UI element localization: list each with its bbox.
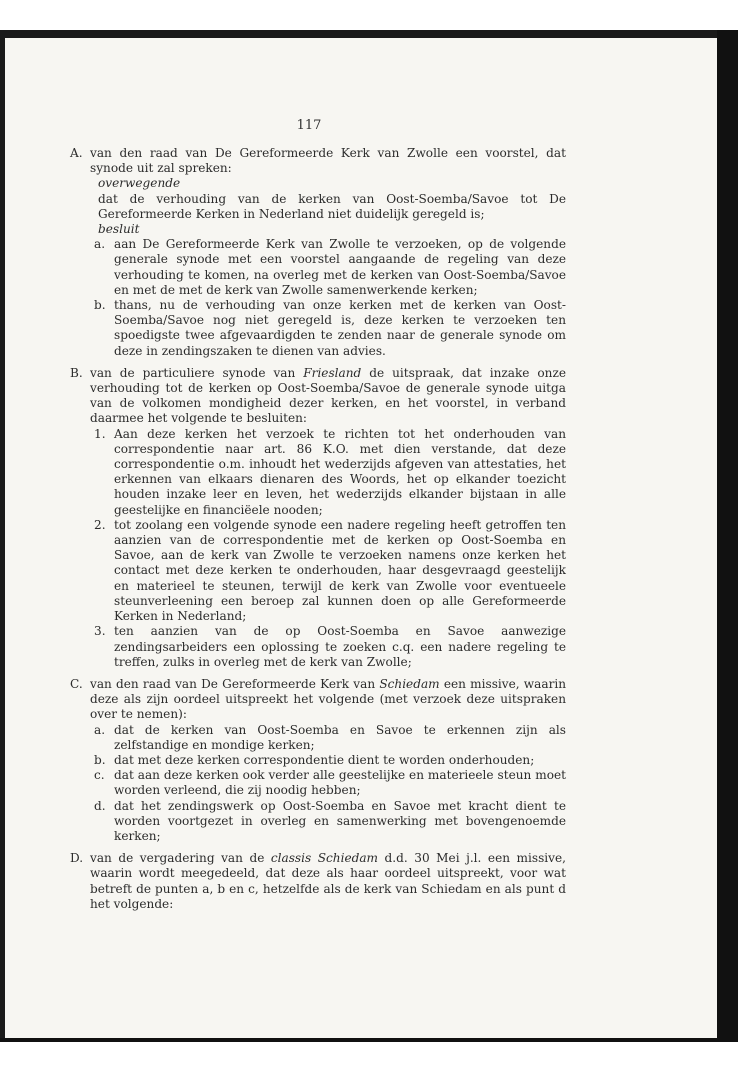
section-c-label: C.: [70, 676, 83, 691]
section-b-item: [94, 624, 566, 670]
section-b: [70, 366, 566, 670]
section-b-item-text: tot zoolang een volgende synode een nadere regeling heeft getroffen ten aanzien van de correspondentie met de kerken op Oost-Soemba en Savoe, aan de kerk van Zwolle te verzoeken namens onze kerken het contact met deze kerken te onderhouden, haar desgevraagd geestelijk en materieel te steunen, terwijl de kerk van Zwolle voor eventueele steunverleening een beroep zal kunnen doen op alle Gereformeerde Kerken in Nederland;: [114, 517, 566, 624]
section-d-classis-name: classis Schiedam: [270, 851, 379, 866]
section-b-synod-name: Friesland: [303, 365, 362, 380]
section-b-item-text: Aan deze kerken het verzoek te richten tot het onderhouden van correspondentie naar art. 86 K.O. met dien verstande, dat deze correspondentie o.m. inhoudt het wederzijds afgeven van attestaties, het erkennen van elkaars dienaren des Woords, het op elkander toezicht houden inzake leer en leven, het wederzijds elkander bijstaan in alle geestelijke en financiëele nooden;: [114, 426, 566, 517]
section-b-item: [94, 518, 566, 624]
section-b-item-text: ten aanzien van de op Oost-Soemba en Savoe aanwezige zendingsarbeiders een oplossing te zoeken c.q. een nadere regeling te treffen, zulks in overleg met de kerk van Zwolle;: [114, 624, 566, 669]
section-a-item-text: thans, nu de verhouding van onze kerken met de kerken van Oost-Soemba/Savoe nog niet geregeld is, deze kerken te verzoeken ten spoedigste twee afgevaardigden te zenden naar de generale synode om deze in zendingszaken te dienen van advies.: [114, 298, 566, 358]
section-b-item-label: 2.: [94, 517, 106, 532]
section-a-besluit: besluit: [98, 222, 140, 237]
section-a: [70, 146, 566, 359]
section-c-church-name: Schiedam: [379, 676, 440, 691]
section-c: [70, 677, 566, 844]
section-c-item-label: c.: [94, 768, 105, 783]
section-d-label: D.: [70, 851, 84, 866]
section-d-intro: [90, 851, 566, 912]
section-c-item: [94, 799, 566, 845]
section-a-item-label: a.: [94, 237, 106, 252]
section-d: [70, 851, 566, 912]
page-content: [70, 146, 566, 919]
section-b-item: [94, 427, 566, 518]
section-c-item-text: dat met deze kerken correspondentie dient te worden onderhouden;: [114, 752, 535, 767]
section-c-item-label: d.: [94, 798, 106, 813]
section-d-intro-text: d.d. 30 Mei j.l. een missive, waarin wordt meegedeeld, dat deze als haar oordeel uitspreekt, voor wat betreft de punten a, b en c, hetzelfde als de kerk van Schiedam en als punt d het volgende:: [90, 851, 566, 911]
section-c-intro-text: een missive, waarin deze als zijn oordeel uitspreekt het volgende (met verzoek deze uitspraken over te nemen):: [90, 676, 567, 722]
section-c-intro: [90, 677, 566, 723]
section-b-item-label: 3.: [94, 624, 106, 639]
scan-border-bottom: [0, 1038, 738, 1042]
section-a-overwegende: overwegende: [98, 176, 181, 191]
section-c-item: [94, 723, 566, 753]
section-c-item-label: a.: [94, 722, 106, 737]
section-b-intro-text: van de particuliere synode van: [90, 365, 304, 380]
section-c-item: [94, 768, 566, 798]
section-a-label: A.: [70, 146, 83, 160]
page-number: 117: [296, 118, 322, 133]
section-c-item-text: dat aan deze kerken ook verder alle geestelijke en materieele steun moet worden verleend, die zij noodig hebben;: [114, 768, 566, 798]
section-a-item: [94, 237, 566, 298]
scan-border-top: [0, 30, 738, 38]
section-a-intro: van den raad van De Gereformeerde Kerk van Zwolle een voorstel, dat synode uit zal spreken:: [90, 146, 566, 176]
section-a-item: [94, 298, 566, 359]
section-a-item-text: aan De Gereformeerde Kerk van Zwolle te verzoeken, op de volgende generale synode met een voorstel aangaande de regeling van deze verhouding te komen, na overleg met de kerken van Oost-Soemba/Savoe en met de met de kerk van Zwolle samenwerkende kerken;: [114, 237, 566, 297]
section-a-item-label: b.: [94, 298, 106, 313]
section-b-label: B.: [70, 365, 83, 380]
section-c-item-label: b.: [94, 752, 106, 767]
section-d-intro-text: van de vergadering van de: [90, 851, 271, 866]
section-b-intro-text: de uitspraak, dat inzake onze verhouding tot de kerken op Oost-Soemba/Savoe de generale synode uitga van de volkomen mondigheid dezer kerken, en het voorstel, in verband daarmee het volgende te besluiten:: [90, 365, 566, 426]
section-c-item-text: dat de kerken van Oost-Soemba en Savoe te erkennen zijn als zelfstandige en mondige kerken;: [114, 722, 566, 752]
scan-border-right: [717, 30, 738, 1042]
section-b-item-label: 1.: [94, 426, 106, 441]
section-c-intro-text: van den raad van De Gereformeerde Kerk van: [90, 676, 380, 691]
section-c-item: [94, 753, 566, 768]
section-c-item-text: dat het zendingswerk op Oost-Soemba en Savoe met kracht dient te worden voortgezet in overleg en samenwerking met bovengenoemde kerken;: [114, 798, 566, 843]
section-b-intro: [90, 366, 566, 427]
section-a-consideration: dat de verhouding van de kerken van Oost-Soemba/Savoe tot De Gereformeerde Kerken in Nederland niet duidelijk geregeld is;: [98, 191, 566, 221]
